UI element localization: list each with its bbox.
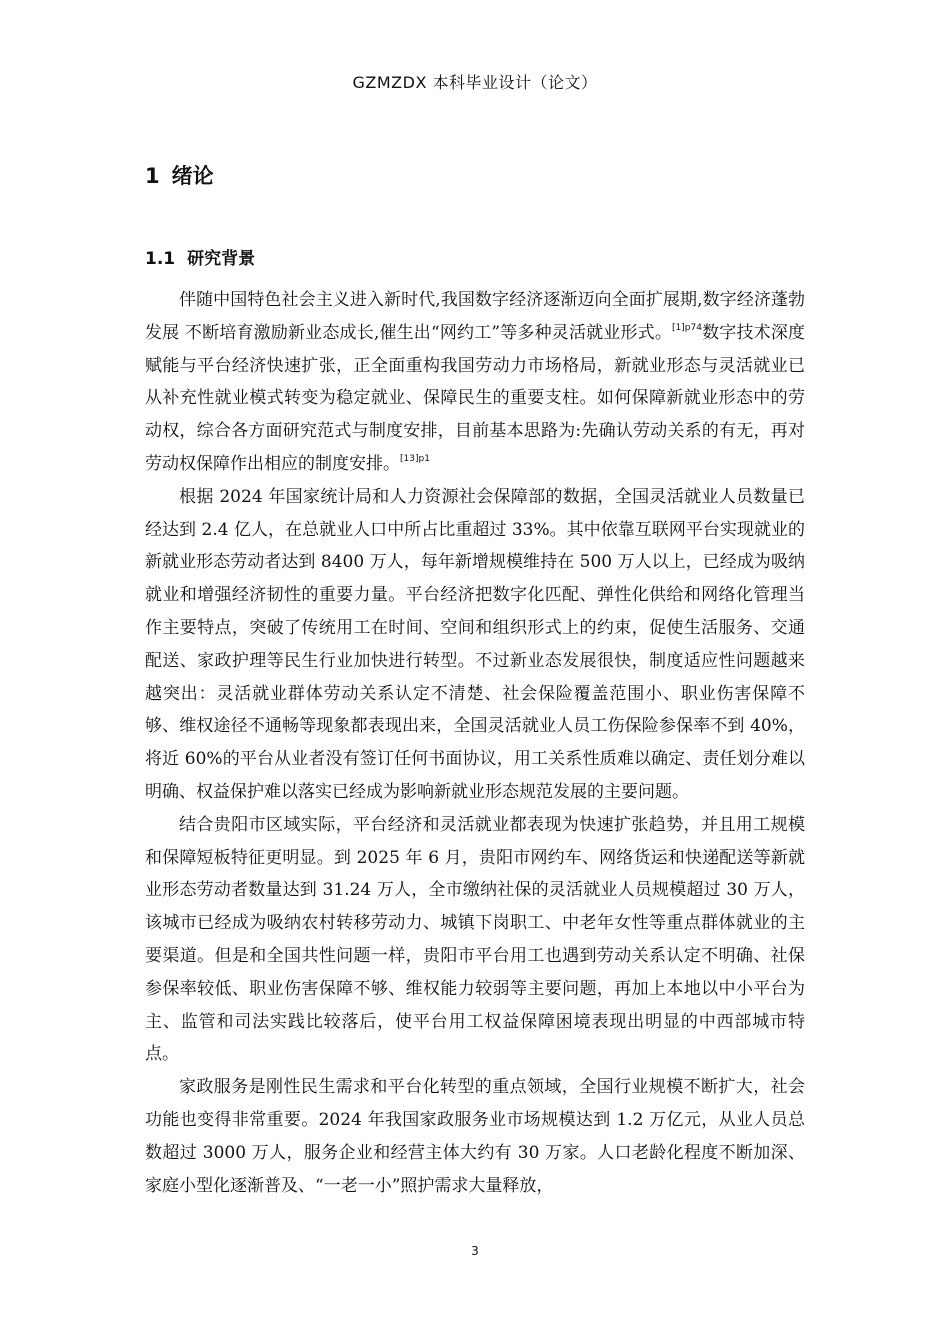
section-number: 1.1 (145, 249, 176, 269)
paragraph-2: 根据 2024 年国家统计局和人力资源社会保障部的数据，全国灵活就业人员数量已经达到 2.4 亿人，在总就业人口中所占比重超过 33%。其中依靠互联网平台实现就业的新就业形态劳动者达到 8400 万人，每年新增规模维持在 500 万人以上，已经成为吸纳就业和增强经济韧性的重要力量。平台经济把数字化匹配、弹性化供给和网络化管理当作主要特点，突破了传统用工在时间、空间和组织形式上的约束，促使生活服务、交通配送、家政护理等民生行业加快进行转型。不过新业态发展很快，制度适应性问题越来越突出：灵活就业群体劳动关系认定不清楚、社会保险覆盖范围小、职业伤害保障不够、维权途径不通畅等现象都表现出来，全国灵活就业人员工伤保险参保率不到 40%，将近 60%的平台从业者没有签订任何书面协议，用工关系性质难以确定、责任划分难以明确、权益保护难以落实已经成为影响新就业形态规范发展的主要问题。 (145, 486, 805, 802)
citation-superscript: [1]p74 (672, 322, 702, 333)
body-text (145, 284, 805, 1202)
paragraph-3: 结合贵阳市区域实际，平台经济和灵活就业都表现为快速扩张趋势，并且用工规模和保障短板特征更明显。到 2025 年 6 月，贵阳市网约车、网络货运和快递配送等新就业形态劳动者数量达到 31.24 万人，全市缴纳社保的灵活就业人员规模超过 30 万人，该城市已经成为吸纳农村转移劳动力、城镇下岗职工、中老年女性等重点群体就业的主要渠道。但是和全国共性问题一样，贵阳市平台用工也遇到劳动关系认定不明确、社保参保率较低、职业伤害保障不够、维权能力较弱等主要问题，再加上本地以中小平台为主、监管和司法实践比较落后，使平台用工权益保障困境表现出明显的中西部城市特点。 (145, 814, 805, 1065)
citation-superscript: [13]p1 (400, 453, 430, 464)
running-header: GZMZDX 本科毕业设计（论文） (352, 73, 598, 92)
chapter-number: 1 (145, 164, 160, 188)
section-heading (145, 244, 255, 269)
page-number: 3 (471, 1244, 479, 1258)
section-title: 研究背景 (187, 249, 256, 269)
paragraph-4: 家政服务是刚性民生需求和平台化转型的重点领域，全国行业规模不断扩大，社会功能也变得非常重要。2024 年我国家政服务业市场规模达到 1.2 万亿元，从业人员总数超过 3000 万人，服务企业和经营主体大约有 30 万家。人口老龄化程度不断加深、家庭小型化逐渐普及、“一老一小”照护需求大量释放， (145, 1077, 805, 1196)
chapter-title: 绪论 (171, 164, 214, 188)
paragraph-1 (145, 284, 805, 481)
chapter-heading (145, 160, 214, 190)
paragraph-1-text-b: 数字技术深度赋能与平台经济快速扩张，正全面重构我国劳动力市场格局，新就业形态与灵活就业已从补充性就业模式转变为稳定就业、保障民生的重要支柱。如何保障新就业形态中的劳动权，综合各方面研究范式与制度安排，目前基本思路为:先确认劳动关系的有无，再对劳动权保障作出相应的制度安排。 (145, 322, 805, 474)
paragraph-1-text-a: 伴随中国特色社会主义进入新时代,我国数字经济逐渐迈向全面扩展期,数字经济蓬勃发展 不断培育激励新业态成长,催生出“网约工”等多种灵活就业形式。 (145, 290, 805, 343)
